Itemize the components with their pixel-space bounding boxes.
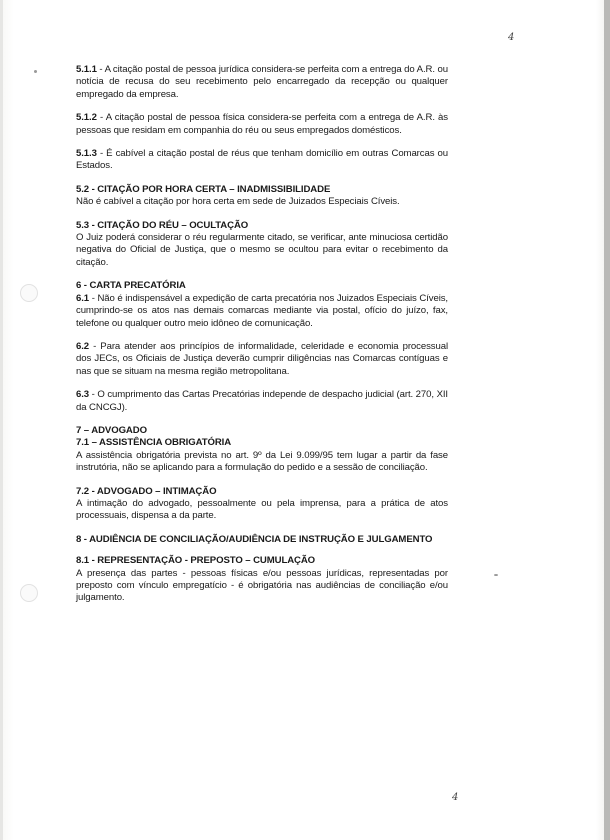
punch-hole-lower [20, 584, 38, 602]
item-number: 6.2 [76, 340, 90, 352]
paragraph-text: A assistência obrigatória prevista no art. 9º da Lei 9.099/95 tem lugar a partir da fase instrutória, não se aplicando para a formulação do pedido e a sessão de conciliação. [76, 449, 448, 474]
paragraph-text: - É cabível a citação postal de réus que tenham domicílio em outras Comarcas ou Estados. [76, 148, 448, 172]
section-heading: 5.3 - CITAÇÃO DO RÉU – OCULTAÇÃO [76, 219, 249, 231]
section-7-1 [76, 425, 448, 475]
paragraph-5-1-1 [76, 64, 448, 101]
paragraph-text: A presença das partes - pessoas físicas e/ou pessoas jurídicas, representadas por preposto com vínculo empregatício - é obrigatória nas audiências de conciliação e/ou julgamento. [76, 567, 448, 604]
paragraph-5-1-3 [76, 148, 448, 173]
page-mark-top: 4 [508, 32, 515, 43]
paragraph-text: - O cumprimento das Cartas Precatórias independe de despacho judicial (art. 270, XII da CNCGJ). [76, 389, 448, 413]
paragraph-text: - A citação postal de pessoa física considera-se perfeita com a entrega de A.R. às pessoas que residam em companhia do réu ou seus empregados domésticos. [76, 112, 448, 136]
paragraph-5-1-2 [76, 112, 448, 137]
section-5-2 [76, 184, 448, 209]
section-heading: 6 - CARTA PRECATÓRIA [76, 280, 186, 292]
paragraph-text: O Juiz poderá considerar o réu regularmente citado, se verificar, ante minuciosa certidão negativa do Oficial de Justiça, que o mesmo se ocultou para evitar o recebimento da citação. [76, 232, 448, 268]
punch-hole-upper [20, 284, 38, 302]
item-number: 6.3 [76, 389, 90, 401]
section-5-3 [76, 220, 448, 270]
subsection-heading: 7.2 - ADVOGADO – INTIMAÇÃO [76, 485, 217, 497]
paragraph-text: - Não é indispensável a expedição de carta precatória nos Juizados Especiais Cíveis, cumprindo-se os atos nas demais comarcas mediante via postal, ofício do juízo, fax, telefone ou qualquer outro meio idôneo de comunicação. [76, 292, 448, 329]
paragraph-text: - Para atender aos princípios de informalidade, celeridade e economia processual dos JECs, os Oficiais de Justiça deverão cumprir diligências nas Comarcas contíguas e nas que se situam na mesma região metropolitana. [76, 340, 448, 377]
item-number: 5.1.3 [76, 148, 97, 160]
page-mark-bottom: 4 [452, 792, 459, 803]
section-8-1 [76, 555, 448, 605]
section-8-heading [76, 534, 448, 546]
item-number: 6.1 [76, 292, 90, 304]
page-right-edge [604, 0, 610, 840]
paragraph-6-3 [76, 389, 448, 414]
section-heading: 5.2 - CITAÇÃO POR HORA CERTA – INADMISSIBILIDADE [76, 183, 331, 195]
section-heading: 7 – ADVOGADO [76, 424, 147, 436]
speck-mark [494, 574, 498, 576]
section-heading: 8 - AUDIÊNCIA DE CONCILIAÇÃO/AUDIÊNCIA DE INSTRUÇÃO E JULGAMENTO [76, 533, 433, 545]
document-body [76, 64, 448, 616]
section-7-2 [76, 486, 448, 523]
item-number: 5.1.2 [76, 112, 97, 124]
subsection-heading: 8.1 - REPRESENTAÇÃO - PREPOSTO – CUMULAÇÃO [76, 555, 316, 567]
paragraph-text: - A citação postal de pessoa jurídica considera-se perfeita com a entrega do A.R. ou notícia de recusa do seu recebimento pelo encarregado da recepção ou qualquer empregado da empresa. [76, 64, 448, 100]
paragraph-6-2 [76, 341, 448, 378]
speck-mark [34, 70, 37, 73]
subsection-heading: 7.1 – ASSISTÊNCIA OBRIGATÓRIA [76, 437, 232, 449]
item-number: 5.1.1 [76, 64, 97, 75]
paragraph-text: Não é cabível a citação por hora certa em sede de Juizados Especiais Cíveis. [76, 196, 400, 208]
page-left-edge [0, 0, 3, 840]
paragraph-text: A intimação do advogado, pessoalmente ou pela imprensa, para a prática de atos processuais, dispensa a da parte. [76, 497, 448, 522]
section-6-1 [76, 280, 448, 330]
